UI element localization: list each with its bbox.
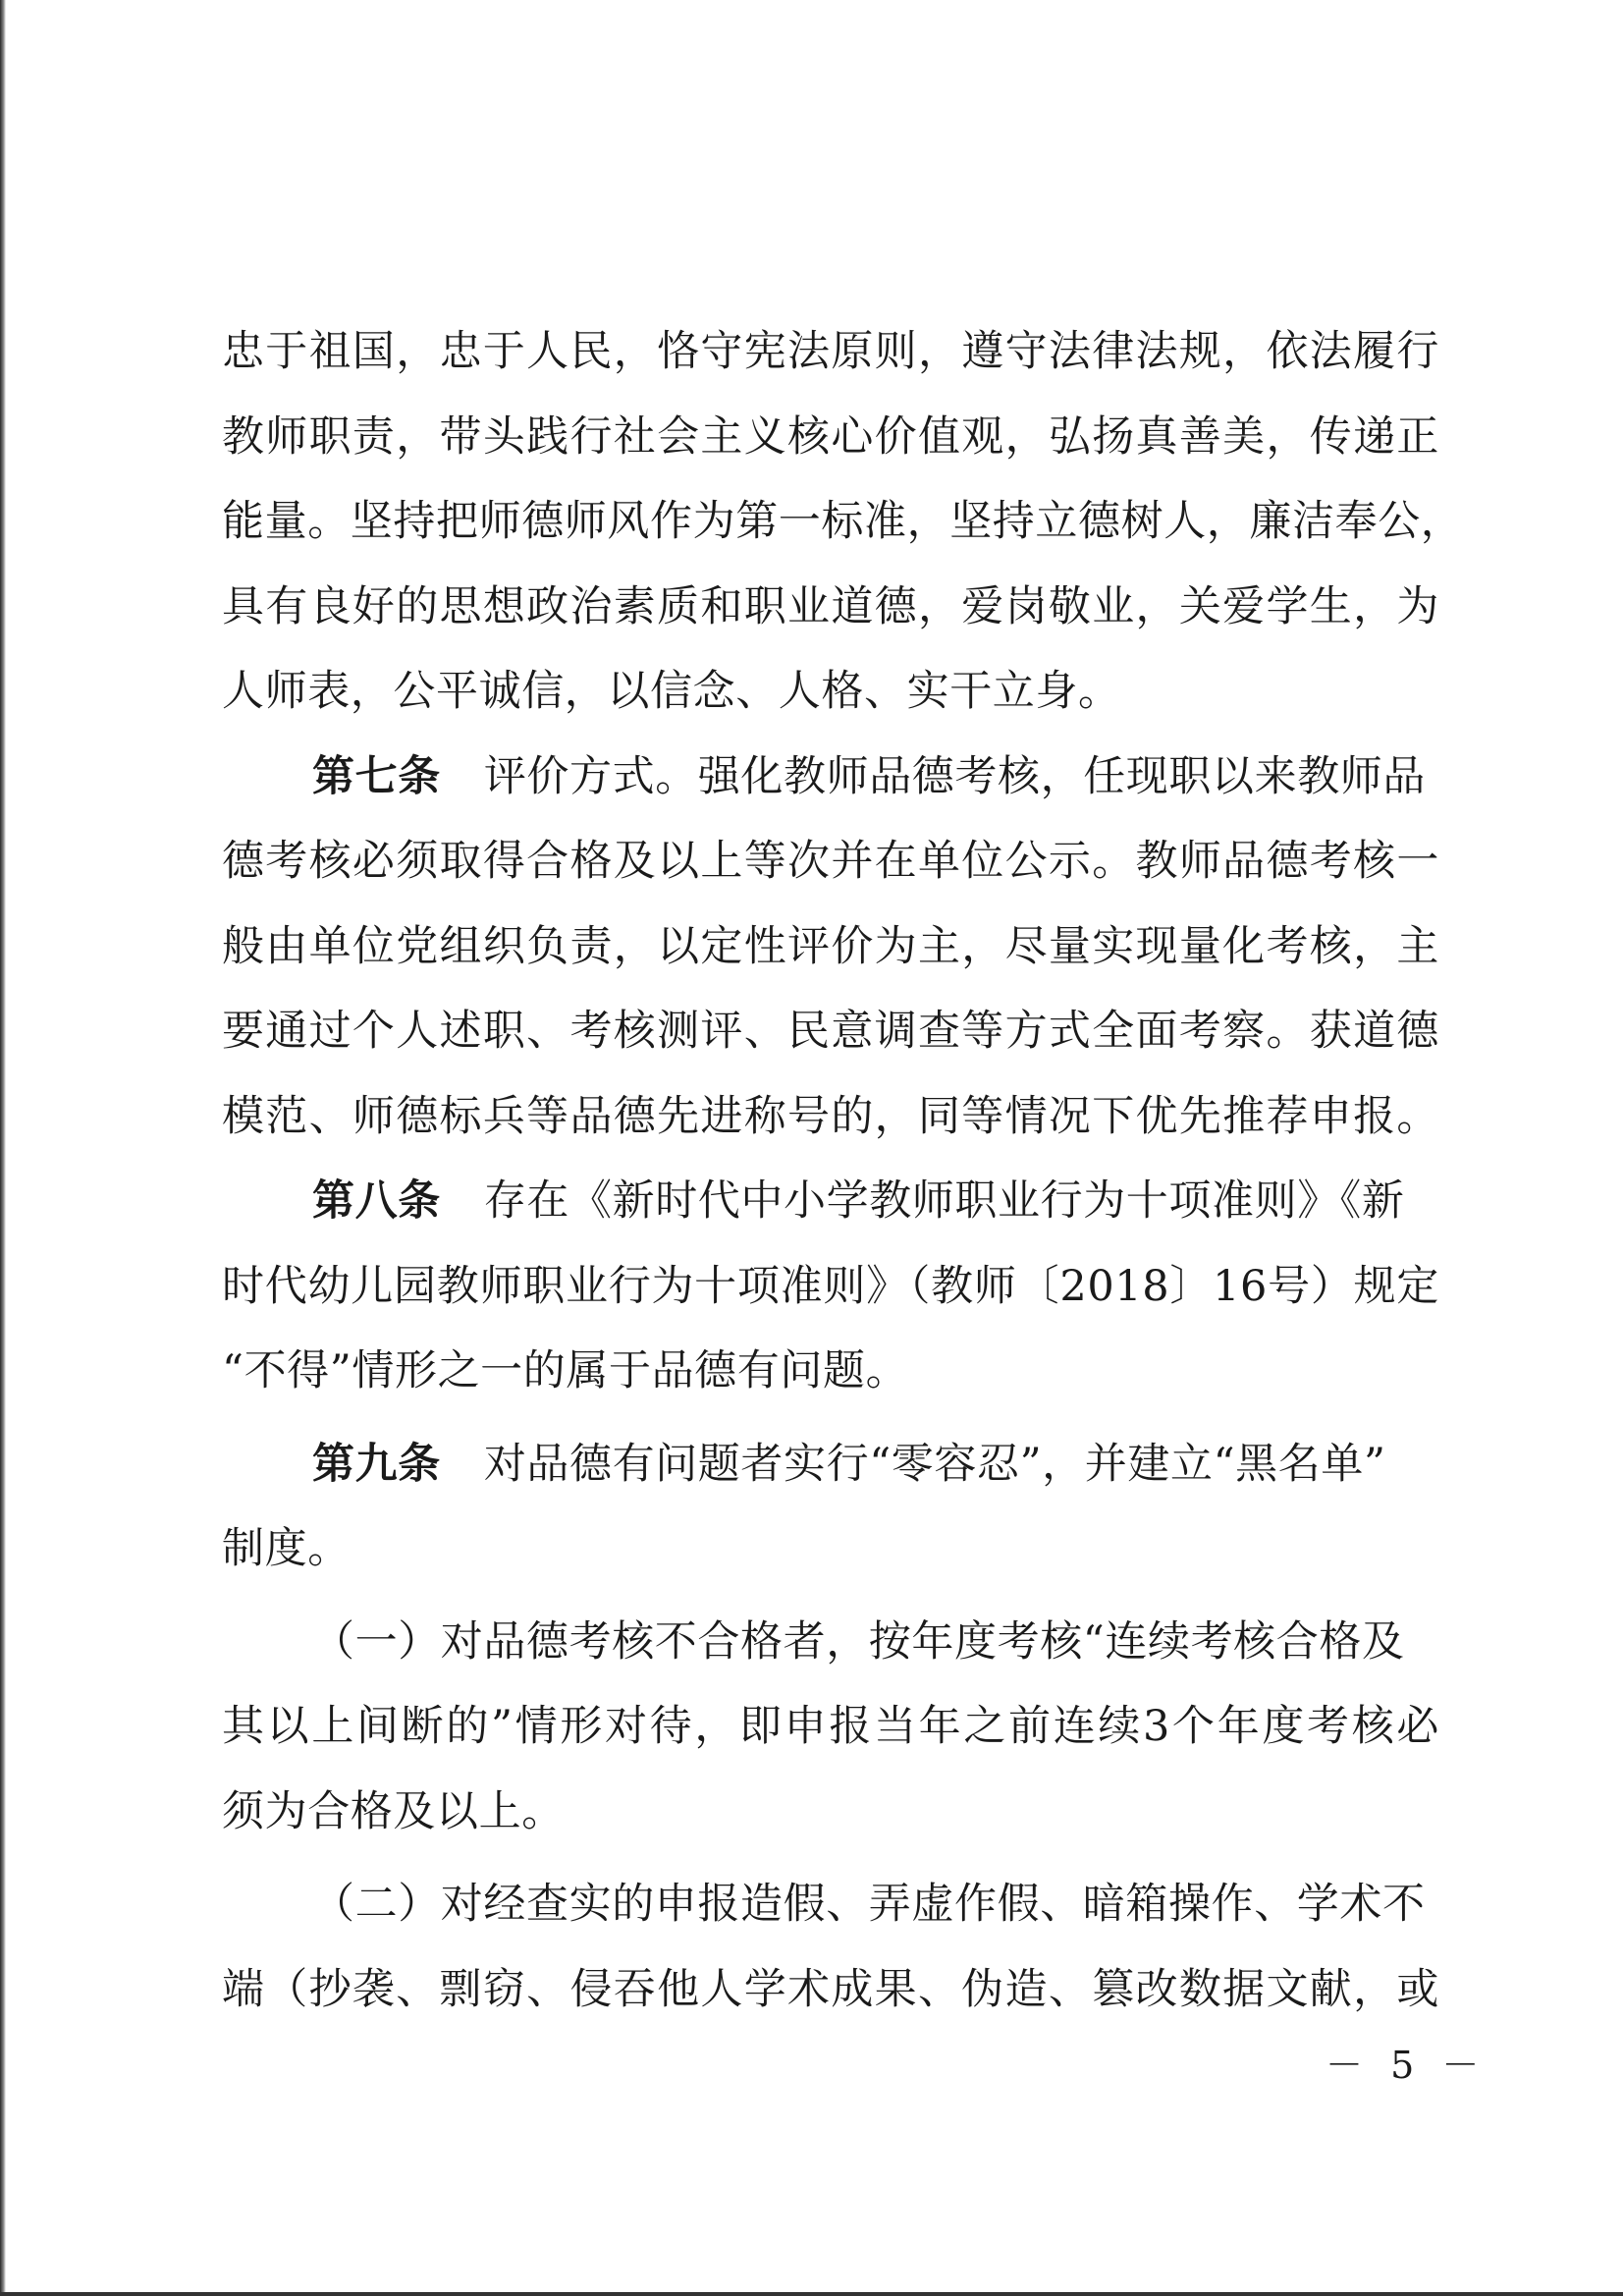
list-item-2 [222,1862,1439,2032]
article-text: 评价方式。强化教师品德考核，任现职以来教师品 [483,751,1427,801]
text-line: 制度。 [222,1524,351,1573]
text-line: 具有良好的思想政治素质和职业道德，爱岗敬业，关爱学生，为 [222,581,1439,631]
text-line: 能量。坚持把师德师风作为第一标准，坚持立德树人，廉洁奉公， [222,497,1464,546]
article-first-line [222,735,1439,820]
text-line: “不得”情形之一的属于品德有问题。 [222,1346,909,1395]
list-item-first-line: （一）对品德考核不合格者，按年度考核“连续考核合格及 [312,1616,1405,1667]
article-label: 第七条 [312,751,441,801]
document-body [222,309,1464,2032]
text-line: 德考核必须取得合格及以上等次并在单位公示。教师品德考核一 [222,837,1439,886]
article-first-line [222,1422,1439,1507]
article-7 [222,735,1439,1160]
page-number: － 5 － [1325,2044,1488,2087]
list-item-1 [222,1600,1439,1855]
spacer [222,1414,1439,1422]
article-9 [222,1422,1439,1592]
paragraph-continuation [222,309,1464,735]
text-line: 须为合格及以上。 [222,1786,565,1836]
text-line: 其以上间断的”情形对待，即申报当年之前连续3个年度考核必 [222,1702,1439,1751]
article-text: 存在《新时代中小学教师职业行为十项准则》《新 [483,1176,1405,1226]
article-label: 第九条 [312,1439,441,1489]
scan-edge-bottom [0,2292,1623,2296]
text-line: 模范、师德标兵等品德先进称号的，同等情况下优先推荐申报。 [222,1091,1439,1141]
text-line: 端（抄袭、剽窃、侵吞他人学术成果、伪造、篡改数据文献，或 [222,1964,1439,2014]
list-item-first-line: （二）对经查实的申报造假、弄虚作假、暗箱操作、学术不 [312,1880,1426,1929]
article-8 [222,1159,1439,1414]
text-line: 教师职责，带头践行社会主义核心价值观，弘扬真善美，传递正 [222,411,1439,462]
text-line: 时代幼儿园教师职业行为十项准则》（教师〔2018〕16号）规定 [222,1261,1439,1311]
text-line: 人师表，公平诚信，以信念、人格、实干立身。 [222,667,1121,716]
scan-edge-left [0,0,6,2296]
spacer [222,1592,1439,1600]
article-label: 第八条 [312,1176,441,1226]
text-line: 忠于祖国，忠于人民，恪守宪法原则，遵守法律法规，依法履行 [222,327,1439,376]
spacer [222,1854,1439,1862]
text-line: 要通过个人述职、考核测评、民意调查等方式全面考察。获道德 [222,1007,1439,1056]
article-text: 对品德有问题者实行“零容忍”，并建立“黑名单” [483,1439,1386,1489]
article-first-line [222,1159,1439,1244]
text-line: 般由单位党组织负责，以定性评价为主，尽量实现量化考核，主 [222,921,1439,971]
